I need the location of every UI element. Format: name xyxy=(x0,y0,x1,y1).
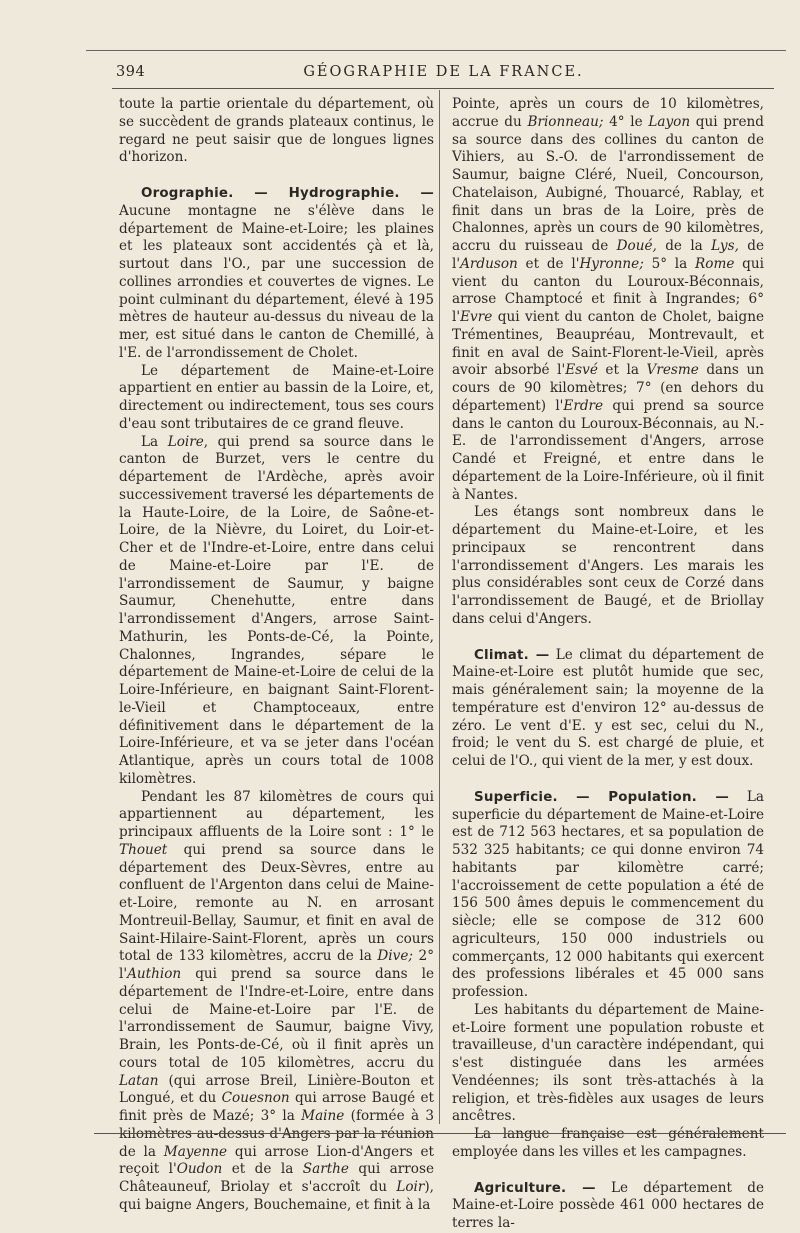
paragraph: Le département de Maine-et-Loire appartient en entier au bassin de la Loire, et, directement ou indirectement, tous ses cours d'eau sont tributaires de ce grand fleuve. xyxy=(119,362,434,432)
column-divider xyxy=(439,90,440,1124)
left-column xyxy=(119,96,434,1215)
paragraph-continued: Pointe, après un cours de 10 kilomètres, accrue du Brionneau; 4° le Layon qui prend sa source dans des collines du canton de Vihiers, au S.-O. de l'arrondissement de Saumur, baigne Cléré, Nueil, Concourson, Chatelaison, Aubigné, Thouarcé, Rablay, et finit dans un bras de la Loire, près de Chalonnes, après un cours de 90 kilomètres, accru du ruisseau de Doué, de la Lys, de l'Arduson et de l'Hyronne; 5° la Rome qui vient du canton du Louroux-Béconnais, arrose Champtocé et finit à Ingrandes; 6° l'Evre qui vient du canton de Cholet, baigne Trémentines, Beaupréau, Montrevault, et finit en aval de Saint-Florent-le-Vieil, après avoir absorbé l'Esvé et la Vresme dans un cours de 90 kilomètres; 7° (en dehors du département) l'Erdre qui prend sa source dans le canton du Louroux-Béconnais, au N.-E. de l'arrondissement d'Angers, arrose Candé et Freigné, et entre dans le département de la Loire-Inférieure, où il finit à Nantes. xyxy=(452,96,764,503)
running-title: GÉOGRAPHIE DE LA FRANCE. xyxy=(303,64,584,80)
paragraph-habitants: Les habitants du département de Maine-et-Loire forment une population robuste et travailleuse, d'un caractère indépendant, qui s'est distinguée dans les armées Vendéennes; ils sont très-attachés à la religion, et très-fidèles aux usages de leurs ancêtres. xyxy=(452,1001,764,1125)
right-column xyxy=(452,96,764,1233)
paragraph-superficie: Superficie. — Population. — La superficie du département de Maine-et-Loire est de 712 563 hectares, et sa population de 532 325 habitants; ce qui donne environ 74 habitants par kilomètre carré; l'accroissement de cette population a été de 156 500 âmes depuis le commencement du siècle; elle se compose de 312 600 agriculteurs, 150 000 industriels ou commerçants, 12 000 habitants qui exercent des professions libérales et 45 000 sans profession. xyxy=(452,788,764,1000)
bottom-rule xyxy=(94,1133,786,1134)
paragraph: toute la partie orientale du département, où se succèdent de grands plateaux continus, le regard ne peut saisir que de longues lignes d'horizon. xyxy=(119,96,434,166)
section-heading-agriculture: Agriculture. — xyxy=(474,1180,596,1196)
header-rule xyxy=(112,88,774,89)
paragraph-orographie: Orographie. — Hydrographie. — Aucune montagne ne s'élève dans le département de Maine-et-Loire; les plaines et les plateaux sont accidentés çà et là, surtout dans l'O., par une succession de collines arrondies et couvertes de vignes. Le point culminant du département, élevé à 195 mètres de hauteur au-dessus du niveau de la mer, est situé dans le canton de Chemillé, à l'E. de l'arrondissement de Cholet. xyxy=(119,186,434,361)
section-heading-superficie: Superficie. — Population. — xyxy=(474,789,729,805)
paragraph-etangs: Les étangs sont nombreux dans le département du Maine-et-Loire, et les principaux se rencontrent dans l'arrondissement d'Angers. Les marais les plus considérables sont ceux de Corzé dans l'arrondissement de Baugé, et de Briollay dans celui d'Angers. xyxy=(452,504,764,627)
section-heading-climat: Climat. — xyxy=(474,647,550,663)
paragraph-climat: Climat. — Le climat du département de Maine-et-Loire est plutôt humide que sec, mais généralement sain; la moyenne de la température est d'environ 12° au-dessus de zéro. Le vent d'E. y est sec, celui du N., froid; le vent du S. est chargé de pluie, et celui de l'O., qui vient de la mer, y est doux. xyxy=(452,646,764,769)
paragraph-agriculture: Agriculture. — Le département de Maine-et-Loire possède 461 000 hectares de terres la- xyxy=(452,1179,764,1231)
page-number: 394 xyxy=(116,64,146,80)
paragraph-affluents: Pendant les 87 kilomètres de cours qui appartiennent au département, les principaux affluents de la Loire sont : 1° le Thouet qui prend sa source dans le département des Deux-Sèvres, entre au confluent de l'Argenton dans celui de Maine-et-Loire, remonte au N. en arrosant Montreuil-Bellay, Saumur, et finit en aval de Saint-Hilaire-Saint-Florent, après un cours total de 133 kilomètres, accru de la Dive; 2° l'Authion qui prend sa source dans le département de l'Indre-et-Loire, entre dans celui de Maine-et-Loire par l'E. de l'arrondissement de Saumur, baigne Vivy, Brain, les Ponts-de-Cé, où il finit après un cours total de 105 kilomètres, accru du Latan (qui arrose Breil, Linière-Bouton et Longué, et du Couesnon qui arrose Baugé et finit près de Mazé; 3° la Maine (formée à 3 kilomètres au-dessus d'Angers par la réunion de la Mayenne qui arrose Lion-d'Angers et reçoit l'Oudon et de la Sarthe qui arrose Châteauneuf, Briolay et s'accroît du Loir), qui baigne Angers, Bouchemaine, et finit à la xyxy=(119,788,435,1213)
page-header xyxy=(116,60,771,84)
paragraph-loire: La Loire, qui prend sa source dans le canton de Burzet, vers le centre du département de l'Ardèche, après avoir successivement traversé les départements de la Haute-Loire, de la Loire, de Saône-et-Loire, de la Nièvre, du Loiret, du Loir-et-Cher et de l'Indre-et-Loire, entre dans celui de Maine-et-Loire par l'E. de l'arrondissement de Saumur, y baigne Saumur, Chenehutte, entre dans l'arrondissement d'Angers, arrose Saint-Mathurin, les Ponts-de-Cé, la Pointe, Chalonnes, Ingrandes, sépare le département de Maine-et-Loire de celui de la Loire-Inférieure, en baignant Saint-Florent-le-Vieil et Champtoceaux, entre définitivement dans le département de la Loire-Inférieure, et va se jeter dans l'océan Atlantique, après un cours total de 1008 kilomètres. xyxy=(119,433,434,787)
section-heading-orographie: Orographie. — Hydrographie. — xyxy=(141,186,434,201)
paragraph-langue: La langue française est généralement employée dans les villes et les campagnes. xyxy=(452,1126,764,1160)
